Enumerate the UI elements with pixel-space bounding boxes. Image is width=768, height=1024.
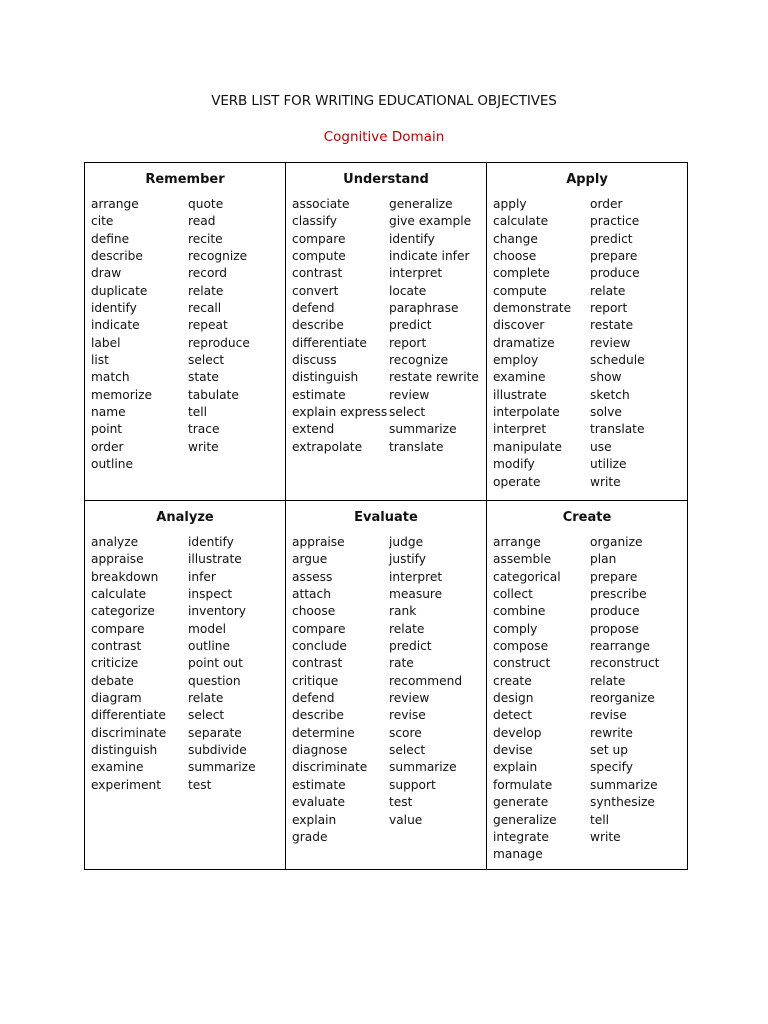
verb-item: write — [590, 474, 621, 489]
table-row — [85, 163, 688, 501]
verb-item: judge — [389, 535, 424, 549]
verb-item: appraise — [292, 535, 345, 549]
verb-item: indicate — [91, 318, 140, 333]
verb-item: differentiate — [91, 708, 166, 723]
verb-item: manipulate — [493, 439, 563, 454]
verb-item: develop — [493, 725, 542, 740]
verb-item: revise — [389, 708, 426, 723]
verb-item: comply — [493, 621, 538, 636]
verb-item: interpret — [493, 422, 547, 437]
verb-item: employ — [493, 353, 539, 368]
verb-item: relate — [188, 283, 224, 298]
verb-item: subdivide — [188, 743, 247, 758]
verb-item: justify — [389, 552, 426, 567]
verb-item: differentiate — [292, 335, 367, 350]
verb-item: order — [91, 439, 124, 454]
verb-item: point out — [188, 656, 243, 671]
verb-item: relate — [590, 673, 626, 688]
verb-item: experiment — [91, 777, 162, 792]
verb-item: set up — [590, 743, 628, 758]
verb-item: score — [389, 725, 422, 740]
verb-item: relate — [188, 691, 224, 706]
verb-item: compute — [292, 249, 346, 264]
verb-item: compose — [493, 639, 549, 654]
verb-item: solve — [590, 405, 622, 420]
cell-evaluate — [286, 501, 487, 870]
cell-heading: Apply — [566, 172, 608, 187]
verb-item: diagnose — [292, 743, 348, 758]
verb-item: recognize — [188, 249, 248, 264]
verb-item: record — [188, 266, 227, 281]
verb-item: describe — [292, 708, 344, 723]
verb-item: critique — [292, 673, 339, 688]
verb-item: discriminate — [91, 725, 167, 740]
verb-item: prepare — [590, 569, 638, 584]
verb-column — [292, 534, 389, 846]
verb-item: organize — [590, 535, 643, 549]
verb-column — [493, 534, 590, 864]
verb-item: recite — [188, 231, 223, 246]
verb-lists — [487, 534, 687, 864]
verb-item: integrate — [493, 829, 549, 844]
verb-item: duplicate — [91, 283, 148, 298]
verb-item: utilize — [590, 457, 627, 472]
verb-item: outline — [91, 457, 133, 472]
verb-item: inventory — [188, 604, 247, 619]
verb-item: contrast — [292, 266, 343, 281]
verb-item: categorical — [493, 569, 561, 584]
verb-item: extrapolate — [292, 439, 363, 454]
verb-item: summarize — [389, 422, 457, 437]
verb-item: defend — [292, 691, 335, 706]
verb-item: inspect — [188, 587, 233, 602]
verb-item: interpolate — [493, 405, 560, 420]
verb-item: predict — [590, 231, 633, 246]
verb-item: breakdown — [91, 569, 159, 584]
verb-item: question — [188, 673, 241, 688]
verb-item: trace — [188, 422, 220, 437]
cell-understand — [286, 163, 487, 501]
verb-item: rank — [389, 604, 417, 619]
verb-item: generalize — [493, 812, 557, 827]
verb-item: restate rewrite — [389, 370, 479, 385]
verb-item: construct — [493, 656, 551, 671]
verb-item: list — [91, 353, 109, 368]
verb-column — [590, 196, 687, 491]
verb-item: select — [188, 353, 225, 368]
verb-item: point — [91, 422, 123, 437]
verb-lists — [487, 196, 687, 491]
verb-item: review — [590, 335, 631, 350]
verb-lists — [286, 534, 486, 846]
verb-item: schedule — [590, 353, 645, 368]
verb-item: rate — [389, 656, 414, 671]
verb-item: illustrate — [493, 387, 547, 402]
verb-item: reproduce — [188, 335, 250, 350]
verb-item: explain — [493, 760, 538, 775]
verb-item: compare — [91, 621, 145, 636]
verb-item: give example — [389, 214, 472, 229]
verb-column — [590, 534, 687, 864]
verb-item: measure — [389, 587, 443, 602]
verb-item: modify — [493, 457, 535, 472]
verb-item: paraphrase — [389, 301, 459, 316]
verb-item: reconstruct — [590, 656, 660, 671]
cell-heading: Create — [562, 510, 612, 525]
verb-item: explain — [292, 812, 337, 827]
verb-column — [91, 534, 188, 794]
verb-item: produce — [590, 266, 640, 281]
verb-item: estimate — [292, 777, 346, 792]
verb-item: conclude — [292, 639, 347, 654]
verb-item: name — [91, 405, 126, 420]
verb-item: outline — [188, 639, 230, 654]
verb-item: rearrange — [590, 639, 650, 654]
cell-heading: Understand — [343, 172, 429, 187]
verb-item: attach — [292, 587, 331, 602]
verb-item: arrange — [493, 535, 541, 549]
verb-item: formulate — [493, 777, 553, 792]
verb-column — [91, 196, 188, 474]
verb-item: state — [188, 370, 219, 385]
verb-item: appraise — [91, 552, 144, 567]
verb-item: criticize — [91, 656, 139, 671]
verb-item: interpret — [389, 266, 443, 281]
verb-lists — [286, 196, 486, 456]
verb-item: evaluate — [292, 795, 346, 810]
verb-item: recommend — [389, 673, 463, 688]
verb-item: relate — [590, 283, 626, 298]
verb-item: associate — [292, 197, 350, 211]
verb-item: compute — [493, 283, 547, 298]
cell-analyze — [85, 501, 286, 870]
verb-item: recognize — [389, 353, 449, 368]
verb-item: identify — [91, 301, 137, 316]
verb-item: convert — [292, 283, 339, 298]
verb-item: test — [188, 777, 212, 792]
verb-item: compare — [292, 621, 346, 636]
verb-item: select — [188, 708, 225, 723]
verb-item: determine — [292, 725, 355, 740]
verb-item: combine — [493, 604, 546, 619]
verb-item: translate — [389, 439, 444, 454]
cell-heading: Evaluate — [354, 510, 418, 525]
cell-remember — [85, 163, 286, 501]
verb-item: choose — [493, 249, 537, 264]
verb-item: recall — [188, 301, 222, 316]
verb-item: discover — [493, 318, 545, 333]
verb-item: specify — [590, 760, 633, 775]
verb-item: prepare — [590, 249, 638, 264]
verb-item: categorize — [91, 604, 155, 619]
verb-item: tell — [590, 812, 610, 827]
verb-item: plan — [590, 552, 617, 567]
verb-item: rewrite — [590, 725, 633, 740]
cell-heading: Analyze — [156, 510, 214, 525]
verb-item: discriminate — [292, 760, 368, 775]
verb-item: debate — [91, 673, 134, 688]
cell-apply — [487, 163, 688, 501]
verb-item: separate — [188, 725, 242, 740]
verb-item: distinguish — [91, 743, 158, 758]
verb-item: manage — [493, 847, 543, 862]
verb-item: generalize — [389, 197, 453, 211]
verb-item: grade — [292, 829, 328, 844]
verb-column — [188, 534, 285, 794]
verb-item: choose — [292, 604, 336, 619]
table-row — [85, 501, 688, 870]
verb-item: calculate — [493, 214, 549, 229]
verb-lists — [85, 534, 285, 794]
verb-item: predict — [389, 639, 432, 654]
verb-item: operate — [493, 474, 541, 489]
verb-item: use — [590, 439, 612, 454]
verb-item: contrast — [91, 639, 142, 654]
document-subtitle: Cognitive Domain — [323, 129, 445, 145]
verb-item: produce — [590, 604, 640, 619]
verb-item: summarize — [188, 760, 256, 775]
verb-item: extend — [292, 422, 335, 437]
verb-item: demonstrate — [493, 301, 572, 316]
verb-table — [84, 162, 688, 870]
verb-item: generate — [493, 795, 549, 810]
verb-item: summarize — [590, 777, 658, 792]
verb-item: assess — [292, 569, 333, 584]
verb-item: infer — [188, 569, 216, 584]
verb-item: apply — [493, 197, 527, 211]
verb-column — [389, 196, 486, 456]
verb-item: review — [389, 691, 430, 706]
verb-item: estimate — [292, 387, 346, 402]
verb-item: detect — [493, 708, 532, 723]
verb-item: label — [91, 335, 121, 350]
verb-item: show — [590, 370, 622, 385]
verb-item: dramatize — [493, 335, 555, 350]
verb-item: identify — [188, 535, 234, 549]
verb-item: match — [91, 370, 130, 385]
verb-item: examine — [91, 760, 144, 775]
verb-item: interpret — [389, 569, 443, 584]
verb-column — [493, 196, 590, 491]
verb-item: analyze — [91, 535, 139, 549]
verb-item: describe — [292, 318, 344, 333]
verb-item: contrast — [292, 656, 343, 671]
verb-column — [292, 196, 389, 456]
verb-item: select — [389, 405, 426, 420]
verb-item: create — [493, 673, 532, 688]
verb-item: write — [590, 829, 621, 844]
verb-item: collect — [493, 587, 533, 602]
verb-item: tell — [188, 405, 208, 420]
verb-item: test — [389, 795, 413, 810]
verb-item: devise — [493, 743, 533, 758]
verb-item: predict — [389, 318, 432, 333]
verb-item: value — [389, 812, 423, 827]
verb-item: discuss — [292, 353, 337, 368]
verb-item: illustrate — [188, 552, 242, 567]
verb-item: diagram — [91, 691, 142, 706]
verb-item: restate — [590, 318, 634, 333]
verb-item: explain express — [292, 405, 388, 420]
verb-item: quote — [188, 197, 224, 211]
verb-item: compare — [292, 231, 346, 246]
verb-item: report — [389, 335, 427, 350]
verb-item: support — [389, 777, 436, 792]
verb-item: assemble — [493, 552, 552, 567]
verb-item: define — [91, 231, 130, 246]
verb-item: select — [389, 743, 426, 758]
verb-item: model — [188, 621, 226, 636]
verb-item: examine — [493, 370, 546, 385]
verb-item: reorganize — [590, 691, 655, 706]
verb-item: indicate infer — [389, 249, 470, 264]
verb-item: read — [188, 214, 216, 229]
verb-item: classify — [292, 214, 337, 229]
verb-item: distinguish — [292, 370, 359, 385]
cell-create — [487, 501, 688, 870]
verb-item: complete — [493, 266, 550, 281]
verb-item: calculate — [91, 587, 147, 602]
verb-item: order — [590, 197, 623, 211]
verb-item: argue — [292, 552, 328, 567]
verb-item: identify — [389, 231, 435, 246]
verb-item: prescribe — [590, 587, 647, 602]
verb-item: relate — [389, 621, 425, 636]
verb-item: change — [493, 231, 538, 246]
verb-item: draw — [91, 266, 122, 281]
verb-item: summarize — [389, 760, 457, 775]
verb-item: tabulate — [188, 387, 239, 402]
verb-item: report — [590, 301, 628, 316]
verb-item: locate — [389, 283, 427, 298]
verb-item: defend — [292, 301, 335, 316]
verb-item: revise — [590, 708, 627, 723]
verb-item: synthesize — [590, 795, 655, 810]
verb-item: propose — [590, 621, 639, 636]
verb-item: repeat — [188, 318, 228, 333]
verb-item: cite — [91, 214, 114, 229]
verb-item: sketch — [590, 387, 630, 402]
verb-item: arrange — [91, 197, 139, 211]
verb-item: memorize — [91, 387, 152, 402]
verb-lists — [85, 196, 285, 474]
verb-item: practice — [590, 214, 640, 229]
verb-item: design — [493, 691, 534, 706]
verb-item: write — [188, 439, 219, 454]
verb-item: review — [389, 387, 430, 402]
document-title: VERB LIST FOR WRITING EDUCATIONAL OBJECTIVES — [211, 93, 557, 109]
verb-item: translate — [590, 422, 645, 437]
verb-column — [188, 196, 285, 474]
cell-heading: Remember — [145, 172, 225, 187]
verb-column — [389, 534, 486, 846]
verb-item: describe — [91, 249, 143, 264]
